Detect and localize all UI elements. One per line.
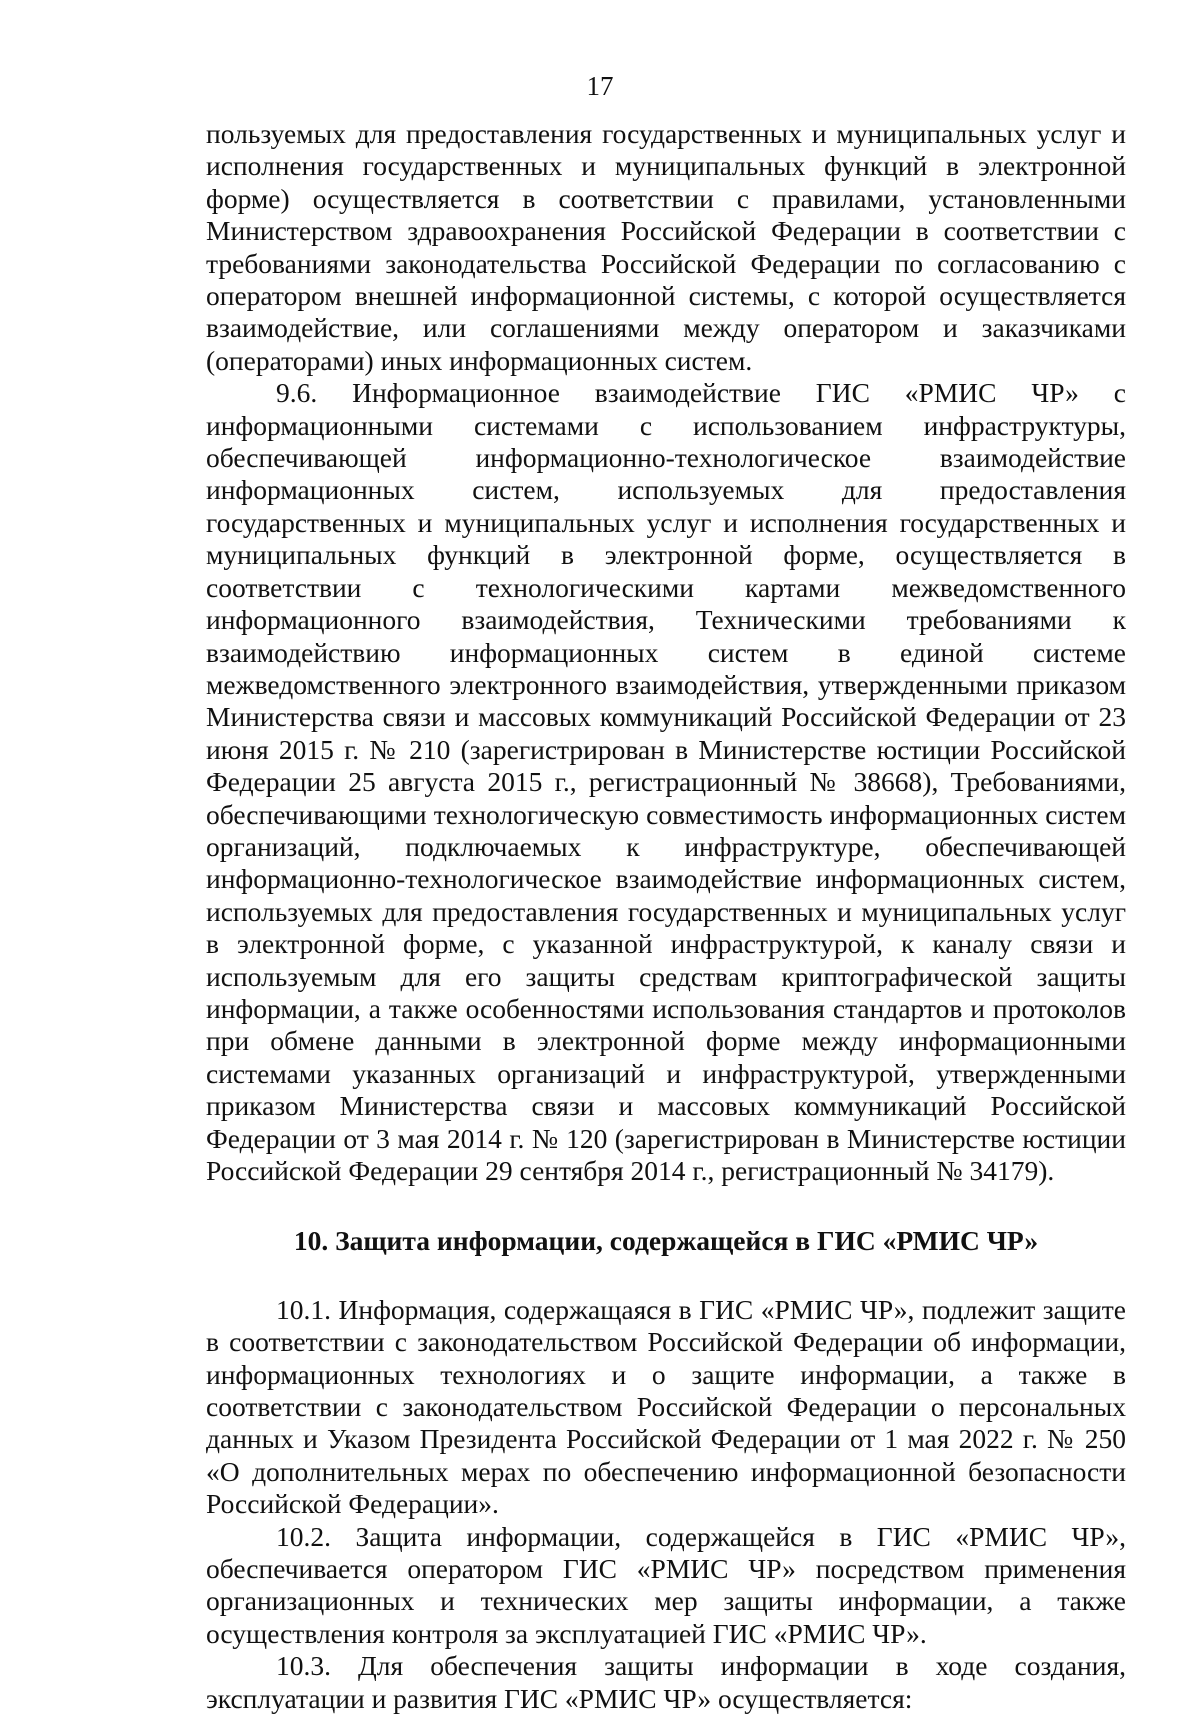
paragraph-10-1: 10.1. Информация, содержащаяся в ГИС «РМИС ЧР», подлежит защите в соответствии с законодательством Российской Федерации об информации, информационных технологиях и о защите информации, а также в соответствии с законодательством Российской Федерации о персональных данных и Указом Президента Российской Федерации от 1 мая 2022 г. № 250 «О дополнительных мерах по обеспечению информационной безопасности Российской Федерации». — [206, 1293, 1126, 1520]
paragraph-9-6: 9.6. Информационное взаимодействие ГИС «РМИС ЧР» с информационными системами с использованием инфраструктуры, обеспечивающей информационно-технологическое взаимодействие информационных систем, используемых для предоставления государственных и муниципальных услуг и исполнения государственных и муниципальных функций в электронной форме, осуществляется в соответствии с технологическими картами межведомственного информационного взаимодействия, Техническими требованиями к взаимодействию информационных систем в единой системе межведомственного электронного взаимодействия, утвержденными приказом Министерства связи и массовых коммуникаций Российской Федерации от 23 июня 2015 г. № 210 (зарегистрирован в Министерстве юстиции Российской Федерации 25 августа 2015 г., регистрационный № 38668), Требованиями, обеспечивающими технологическую совместимость информационных систем организаций, подключаемых к инфраструктуре, обеспечивающей информационно-технологическое взаимодействие информационных систем, используемых для предоставления государственных и муниципальных услуг в электронной форме, с указанной инфраструктурой, к каналу связи и используемым для его защиты средствам криптографической защиты информации, а также особенностями использования стандартов и протоколов при обмене данными в электронной форме между информационными системами указанных организаций и инфраструктурой, утвержденными приказом Министерства связи и массовых коммуникаций Российской Федерации от 3 мая 2014 г. № 120 (зарегистрирован в Министерстве юстиции Российской Федерации 29 сентября 2014 г., регистрационный № 34179). — [206, 377, 1126, 1186]
paragraph-10-2: 10.2. Защита информации, содержащейся в ГИС «РМИС ЧР», обеспечивается оператором ГИС «РМИС ЧР» посредством применения организационных и технических мер защиты информации, а также осуществления контроля за эксплуатацией ГИС «РМИС ЧР». — [206, 1520, 1126, 1649]
document-body — [206, 118, 1126, 1715]
paragraph-10-3: 10.3. Для обеспечения защиты информации в ходе создания, эксплуатации и развития ГИС «РМИС ЧР» осуществляется: — [206, 1650, 1126, 1714]
section-heading: 10. Защита информации, содержащейся в ГИС «РМИС ЧР» — [293, 1225, 1039, 1257]
paragraph-continuation: пользуемых для предоставления государственных и муниципальных услуг и исполнения государственных и муниципальных функций в электронной форме) осуществляется в соответствии с правилами, установленными Министерством здравоохранения Российской Федерации в соответствии с требованиями законодательства Российской Федерации по согласованию с оператором внешней информационной системы, с которой осуществляется взаимодействие, или соглашениями между оператором и заказчиками (операторами) иных информационных систем. — [206, 118, 1126, 376]
page-number: 17 — [586, 71, 614, 101]
